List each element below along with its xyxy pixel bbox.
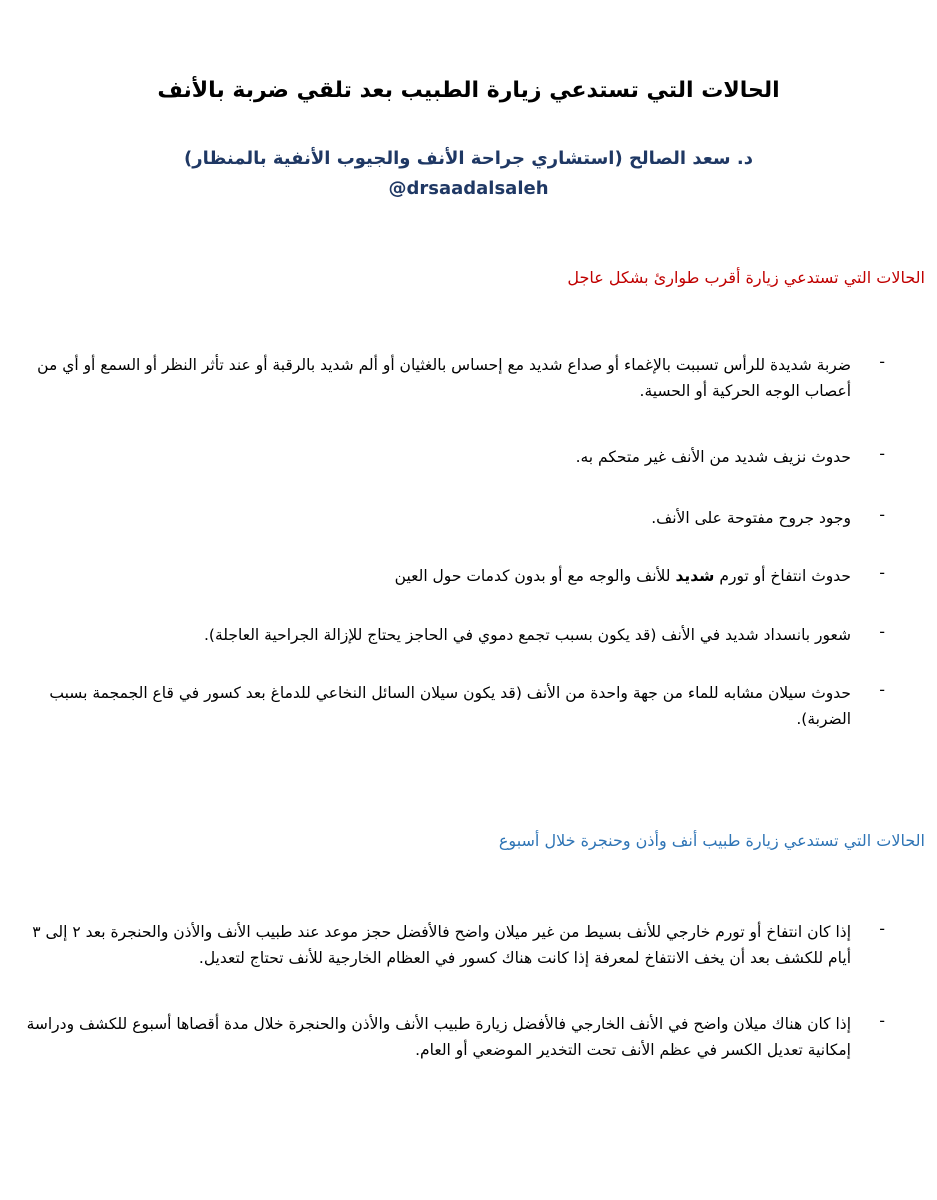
list-item-text: وجود جروح مفتوحة على الأنف. [651,509,851,527]
week-section-heading: الحالات التي تستدعي زيارة طبيب أنف وأذن وحنجرة خلال أسبوع [498,831,925,850]
author-handle: @drsaadalsaleh [388,178,549,199]
bullet: - [879,1011,885,1030]
list-item-text [11,563,851,589]
text-after: للأنف والوجه مع أو بدون كدمات حول العين [394,567,671,585]
bullet: - [879,622,885,641]
bullet: - [879,352,885,371]
text-before: حدوث انتفاخ أو تورم [719,567,851,585]
list-item-text: شعور بانسداد شديد في الأنف (قد يكون بسبب تجمع دموي في الحاجز يحتاج للإزالة الجراحية العاجلة). [204,626,851,644]
list-item [0,444,937,504]
list-item [0,622,937,682]
list-item-text: حدوث نزيف شديد من الأنف غير متحكم به. [575,448,851,466]
author-line: د. سعد الصالح (استشاري جراحة الأنف والجيوب الأنفية بالمنظار) [184,148,753,169]
list-item [0,919,937,979]
bullet: - [879,505,885,524]
page-title: الحالات التي تستدعي زيارة الطبيب بعد تلقي ضربة بالأنف [157,78,780,103]
bullet: - [879,680,885,699]
list-item [0,563,937,623]
list-item-text: إذا كان انتفاخ أو تورم خارجي للأنف بسيط من غير ميلان واضح فالأفضل حجز موعد عند طبيب الأنف والأذن والحنجرة بعد ٢ إلى ٣ أيام للكشف بعد أن يخف الانتفاخ لمعرفة إذا كانت هناك كسور في العظام الخارجية للأنف تحتاج لتعديل. [32,923,851,967]
urgent-section-heading: الحالات التي تستدعي زيارة أقرب طوارئ بشكل عاجل [567,268,925,287]
list-item-text: حدوث سيلان مشابه للماء من جهة واحدة من الأنف (قد يكون سيلان السائل النخاعي للدماغ بعد كسور في قاع الجمجمة بسبب الضربة). [49,684,851,728]
emphasis-text: شديد [675,567,715,585]
list-item [0,505,937,565]
list-item [0,352,937,412]
list-item-text: ضربة شديدة للرأس تسببت بالإغماء أو صداع شديد مع إحساس بالغثيان أو ألم شديد بالرقبة أو عند تأثر النظر أو السمع أو أي من أعصاب الوجه الحركية أو الحسية. [37,356,851,400]
list-item-text: إذا كان هناك ميلان واضح في الأنف الخارجي فالأفضل زيارة طبيب الأنف والأذن والحنجرة خلال مدة أقصاها أسبوع للكشف ودراسة إمكانية تعديل الكسر في عظم الأنف تحت التخدير الموضعي أو العام. [26,1015,851,1059]
bullet: - [879,919,885,938]
bullet: - [879,444,885,463]
list-item [0,680,937,740]
list-item [0,1011,937,1071]
bullet: - [879,563,885,582]
